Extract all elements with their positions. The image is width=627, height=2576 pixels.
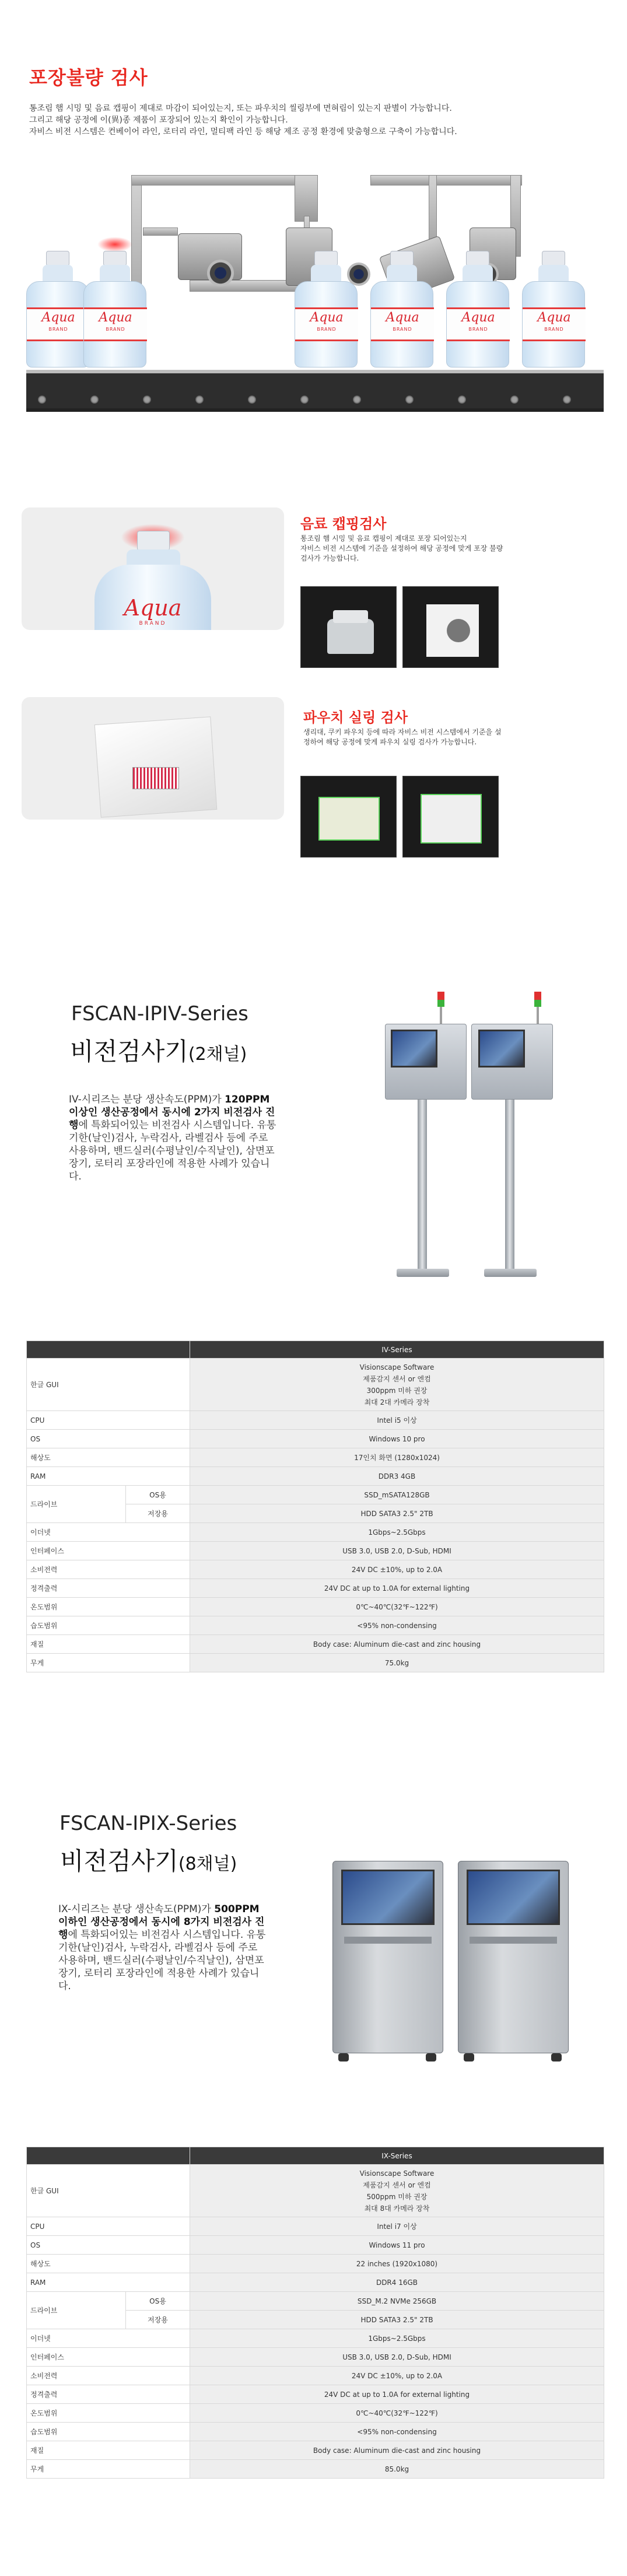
card-title-capping: 음료 캡핑검사	[300, 516, 387, 532]
spec-label: OS	[27, 2236, 190, 2255]
spec-value-line: DDR4 16GB	[376, 2278, 418, 2287]
pouch-sample-photo	[402, 776, 499, 858]
spec-sublabel: 저장용	[126, 2311, 190, 2329]
spec-label: 해상도	[27, 1448, 190, 1467]
spec-value	[190, 2255, 604, 2273]
spec-value	[190, 2329, 604, 2348]
table-row	[27, 2255, 604, 2273]
spec-label: 무게	[27, 2460, 190, 2479]
spec-label: 한글 GUI	[27, 2165, 190, 2217]
table-row	[27, 2385, 604, 2404]
spec-value	[190, 1616, 604, 1635]
water-bottle: Aqua BRAND	[26, 251, 89, 368]
table-row	[27, 1430, 604, 1448]
spec-label: 드라이브	[27, 2292, 126, 2329]
table-row	[27, 1486, 604, 1504]
card-description: 통조림 햄 시밍 및 음료 캡핑이 제대로 포장 되어있는지 자비스 비전 시스템에 기준을 설정하여 해당 공정에 맞게 포장 불량 검사가 가능합니다.	[300, 534, 503, 562]
spec-value	[190, 2441, 604, 2460]
spec-value	[190, 1542, 604, 1560]
table-row	[27, 1560, 604, 1579]
spec-table-ix	[26, 2147, 604, 2479]
spec-label: RAM	[27, 1467, 190, 1486]
spec-value-line: <95% non-condensing	[357, 2427, 437, 2436]
product-description: IV-시리즈는 분당 생산속도(PPM)가 120PPM 이상인 생산공정에서 동시에 2가지 비전검사 진행에 특화되어있는 비전검사 시스템입니다. 유통기한(날인)검사, 누락검사, 라벨검사 등에 주로 사용하며, 밴드실러(수평날인/수직날인), 삼면포장기, 로터리 포장라인에 적용한 사례가 있습니다.	[69, 1094, 276, 1182]
product-series-title: FSCAN-IPIX-Series	[59, 1812, 237, 1835]
table-header-blank	[27, 1341, 190, 1359]
spec-label: 이더넷	[27, 1523, 190, 1542]
table-row	[27, 1654, 604, 1672]
section-description	[29, 103, 607, 138]
card-title-pouch-sealing: 파우치 실링 검사	[303, 709, 408, 726]
table-header: IV-Series	[190, 1341, 604, 1359]
water-bottle: Aqua BRAND	[446, 251, 509, 368]
spec-sublabel: 저장용	[126, 1504, 190, 1523]
spec-value	[190, 2292, 604, 2311]
spec-value	[190, 1579, 604, 1598]
spec-value	[190, 1467, 604, 1486]
table-row	[27, 2367, 604, 2385]
table-row	[27, 2348, 604, 2367]
spec-value	[190, 1486, 604, 1504]
table-row	[27, 1411, 604, 1430]
spec-label: 습도범위	[27, 1616, 190, 1635]
spec-value-line: 24V DC at up to 1.0A for external lighting	[324, 2390, 470, 2399]
spec-value	[190, 1359, 604, 1411]
spec-value	[190, 2236, 604, 2255]
spec-value-line: <95% non-condensing	[357, 1621, 437, 1630]
spec-value	[190, 1448, 604, 1467]
spec-value-line: 1Gbps~2.5Gbps	[368, 2334, 426, 2343]
capping-sample-photo	[300, 586, 397, 668]
water-bottle: Aqua BRAND	[370, 251, 433, 368]
spec-label: 소비전력	[27, 1560, 190, 1579]
spec-value-line: 제품감지 센서 or 엔컴	[363, 2180, 431, 2189]
capping-inspection-image: Aqua BRAND	[22, 508, 284, 630]
pouch-sealing-image	[22, 697, 284, 820]
conveyor-belt	[26, 370, 604, 412]
spec-label: 정격출력	[27, 1579, 190, 1598]
spec-label: CPU	[27, 1411, 190, 1430]
description-line: 그리고 해당 공정에 이(異)종 제품이 포장되어 있는지 확인이 가능합니다.	[29, 116, 288, 125]
table-row	[27, 2404, 604, 2423]
spec-label: OS	[27, 1430, 190, 1448]
table-row	[27, 1359, 604, 1411]
spec-label: 재질	[27, 1635, 190, 1654]
spec-value-line: 최대 8대 카메라 장착	[364, 2204, 430, 2213]
water-bottle: Aqua BRAND	[522, 251, 585, 368]
spec-value-line: SSD_mSATA128GB	[364, 1490, 430, 1499]
spec-value	[190, 1635, 604, 1654]
spec-table-iv	[26, 1340, 604, 1672]
spec-label: CPU	[27, 2217, 190, 2236]
spec-value	[190, 1411, 604, 1430]
spec-value-line: 300ppm 미하 권장	[366, 1386, 428, 1395]
table-row	[27, 2273, 604, 2292]
table-row	[27, 1598, 604, 1616]
spec-value	[190, 2367, 604, 2385]
spec-label: 온도범위	[27, 1598, 190, 1616]
spec-label: 인터페이스	[27, 1542, 190, 1560]
product-series-title: FSCAN-IPIV-Series	[71, 1002, 248, 1026]
spec-value-line: 17인치 화면 (1280x1024)	[354, 1453, 440, 1462]
spec-value-line: Visionscape Software	[359, 2169, 435, 2178]
spec-value	[190, 1654, 604, 1672]
table-row	[27, 2292, 604, 2311]
spec-value-line: 500ppm 미하 권장	[366, 2192, 428, 2201]
spec-value-line: USB 3.0, USB 2.0, D-Sub, HDMI	[342, 1546, 451, 1555]
section-title-packaging-inspection: 포장불량 검사	[29, 66, 148, 89]
table-row	[27, 2460, 604, 2479]
table-row	[27, 1616, 604, 1635]
spec-value-line: 0℃~40℃(32℉~122℉)	[356, 2409, 438, 2417]
spec-value	[190, 2385, 604, 2404]
spec-value-line: Intel i5 이상	[377, 1416, 417, 1424]
spec-label: 인터페이스	[27, 2348, 190, 2367]
table-header: IX-Series	[190, 2147, 604, 2165]
spec-value-line: HDD SATA3 2.5" 2TB	[360, 1509, 433, 1518]
spec-value	[190, 2460, 604, 2479]
spec-value-line: Intel i7 이상	[377, 2222, 417, 2231]
table-header-blank	[27, 2147, 190, 2165]
spec-value	[190, 2217, 604, 2236]
spec-value-line: 최대 2대 카메라 장착	[364, 1398, 430, 1406]
spec-value-line: SSD_M.2 NVMe 256GB	[357, 2297, 437, 2305]
spec-value-line: Windows 11 pro	[369, 2241, 425, 2249]
spec-value-line: Visionscape Software	[359, 1363, 435, 1371]
product-title: 비전검사기(8채널)	[60, 1847, 237, 1875]
spec-value	[190, 2348, 604, 2367]
spec-label: 온도범위	[27, 2404, 190, 2423]
spec-sublabel: OS용	[126, 1486, 190, 1504]
description-line: 자비스 비전 시스템은 컨베이어 라인, 로터리 라인, 멀티팩 라인 등 해당 제조 공정 환경에 맞춤형으로 구축이 가능합니다.	[29, 127, 457, 136]
spec-value	[190, 1504, 604, 1523]
spec-value-line: Body case: Aluminum die-cast and zinc housing	[313, 2446, 481, 2455]
spec-value-line: 22 inches (1920x1080)	[356, 2259, 438, 2268]
spec-value	[190, 2423, 604, 2441]
capping-sample-photo	[402, 586, 499, 668]
table-row	[27, 1523, 604, 1542]
card-description: 생리대, 쿠키 파우치 등에 따라 자비스 비전 시스템에서 기준을 설 정하여 해당 공정에 맞게 파우치 실링 검사가 가능합니다.	[303, 728, 502, 746]
water-bottle: Aqua BRAND	[83, 251, 146, 368]
spec-value-line: 1Gbps~2.5Gbps	[368, 1528, 426, 1536]
spec-label: 한글 GUI	[27, 1359, 190, 1411]
table-row	[27, 1579, 604, 1598]
table-row	[27, 1635, 604, 1654]
camera-lens-icon	[207, 260, 234, 286]
product-description: IX-시리즈는 분당 생산속도(PPM)가 500PPM 이하인 생산공정에서 동시에 8가지 비전검사 진행에 특화되어있는 비전검사 시스템입니다. 유통기한(날인)검사, 누락검사, 라벨검사 등에 주로 사용하며, 밴드실러(수평날인/수직날인), 삼면포장기, 로터리 포장라인에 적용한 사례가 있습니다.	[58, 1903, 266, 1992]
table-row	[27, 2236, 604, 2255]
spec-label: 드라이브	[27, 1486, 126, 1523]
product-title: 비전검사기(2채널)	[70, 1037, 247, 1066]
table-row	[27, 2329, 604, 2348]
table-row	[27, 1467, 604, 1486]
spec-label: RAM	[27, 2273, 190, 2292]
spec-label: 재질	[27, 2441, 190, 2460]
table-row	[27, 1448, 604, 1467]
water-bottle: Aqua BRAND	[295, 251, 358, 368]
spec-value-line: 0℃~40℃(32℉~122℉)	[356, 1602, 438, 1611]
table-row	[27, 2217, 604, 2236]
spec-value-line: 24V DC ±10%, up to 2.0A	[351, 1565, 443, 1574]
spec-label: 무게	[27, 1654, 190, 1672]
description-line: 통조림 햄 시밍 및 음료 캡핑이 제대로 마감이 되어있는지, 또는 파우치의 씰링부에 면혀림이 있는지 판별이 가능합니다.	[29, 104, 452, 113]
spec-value-line: 제품감지 센서 or 엔컴	[363, 1374, 431, 1383]
spec-value	[190, 2165, 604, 2217]
spec-label: 정격출력	[27, 2385, 190, 2404]
spec-label: 해상도	[27, 2255, 190, 2273]
spec-value-line: 24V DC at up to 1.0A for external lighting	[324, 1584, 470, 1592]
table-row	[27, 2423, 604, 2441]
spec-value	[190, 1523, 604, 1542]
table-row	[27, 2165, 604, 2217]
pouch-sample-photo	[300, 776, 397, 858]
spec-value	[190, 1430, 604, 1448]
spec-value-line: Windows 10 pro	[369, 1434, 425, 1443]
spec-value-line: USB 3.0, USB 2.0, D-Sub, HDMI	[342, 2353, 451, 2361]
table-row	[27, 2441, 604, 2460]
spec-label: 습도범위	[27, 2423, 190, 2441]
spec-value	[190, 2273, 604, 2292]
spec-value-line: HDD SATA3 2.5" 2TB	[360, 2315, 433, 2324]
spec-value-line: Body case: Aluminum die-cast and zinc housing	[313, 1640, 481, 1648]
spec-label: 소비전력	[27, 2367, 190, 2385]
spec-label: 이더넷	[27, 2329, 190, 2348]
spec-sublabel: OS용	[126, 2292, 190, 2311]
spec-value-line: 85.0kg	[384, 2465, 409, 2473]
spec-value	[190, 2404, 604, 2423]
spec-value-line: 24V DC ±10%, up to 2.0A	[351, 2371, 443, 2380]
bottling-line-illustration	[20, 163, 607, 438]
spec-value-line: 75.0kg	[384, 1658, 409, 1667]
spec-value	[190, 1560, 604, 1579]
spec-value-line: DDR3 4GB	[378, 1472, 416, 1480]
spec-value	[190, 2311, 604, 2329]
table-row	[27, 1542, 604, 1560]
spec-value	[190, 1598, 604, 1616]
